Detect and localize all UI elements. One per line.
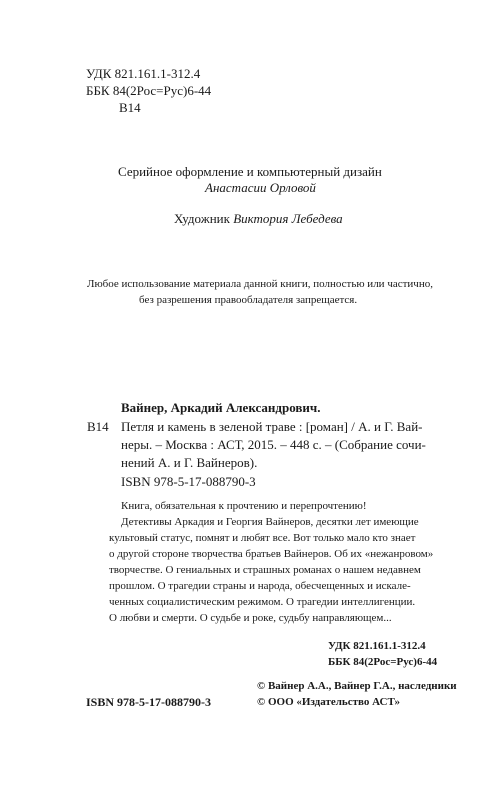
catalog-author-heading: Вайнер, Аркадий Александрович. [121, 400, 321, 415]
copyright-notice-line: без разрешения правообладателя запрещается. [139, 294, 358, 306]
catalog-description-line: неры. – Москва : АСТ, 2015. – 448 с. – (Собрание сочи- [121, 437, 426, 452]
artist-credit [174, 211, 343, 227]
design-credit-line: Серийное оформление и компьютерный дизайн [118, 164, 382, 179]
catalog-description-line: нений А. и Г. Вайнеров). [121, 455, 258, 470]
designer-name: Анастасии Орловой [205, 180, 316, 195]
catalog-isbn: ISBN 978-5-17-088790-3 [121, 474, 256, 489]
footer-udc: УДК 821.161.1-312.4 [328, 640, 426, 652]
annotation-line: творчестве. О гениальных и страшных романах о нашем недавнем [109, 564, 421, 576]
annotation-line: культовый статус, помнят и любят все. Вот только мало кто знает [109, 532, 416, 544]
annotation-line: Детективы Аркадия и Георгия Вайнеров, десятки лет имеющие [121, 516, 419, 528]
footer-isbn: ISBN 978-5-17-088790-3 [86, 695, 211, 709]
author-mark: В14 [119, 100, 141, 115]
footer-copyright-publisher: © ООО «Издательство АСТ» [257, 696, 401, 708]
copyright-notice-line: Любое использование материала данной книги, полностью или частично, [87, 278, 433, 290]
catalog-author-mark: В14 [87, 419, 109, 434]
udc-code: УДК 821.161.1-312.4 [86, 66, 201, 81]
catalog-description-line: Петля и камень в зеленой траве : [роман] / А. и Г. Вай- [121, 419, 423, 434]
annotation-line: о другой стороне творчества братьев Вайнеров. Об их «нежанровом» [109, 548, 434, 560]
annotation-line: Книга, обязательная к прочтению и перепрочтению! [121, 500, 367, 512]
artist-label: Художник [174, 211, 234, 226]
artist-name: Виктория Лебедева [233, 211, 343, 226]
annotation-line: О любви и смерти. О судьбе и роке, судьбу направляющем... [109, 612, 392, 624]
bbk-code: ББК 84(2Рос=Рус)6-44 [86, 83, 212, 98]
footer-copyright-authors: © Вайнер А.А., Вайнер Г.А., наследники [257, 680, 457, 692]
annotation-line: прошлом. О трагедии страны и народа, обесчещенных и искале- [109, 580, 411, 592]
footer-bbk: ББК 84(2Рос=Рус)6-44 [328, 656, 438, 668]
annotation-line: ченных социалистическим режимом. О трагедии интеллигенции. [109, 596, 416, 608]
